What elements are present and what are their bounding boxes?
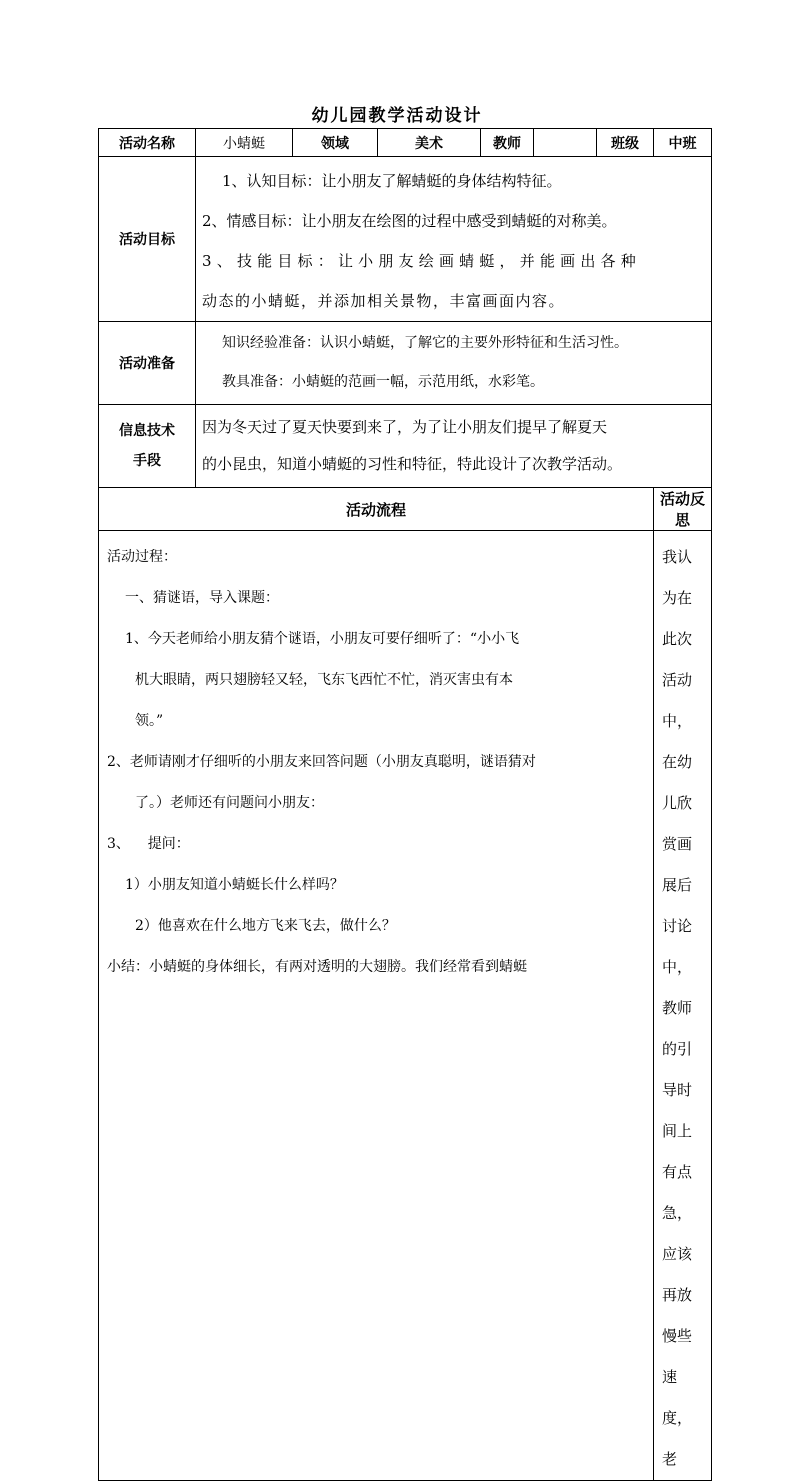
reflection-line: 此次活动 xyxy=(662,630,693,689)
page-title: 幼儿园教学活动设计 xyxy=(311,106,483,126)
reflection-header: 活动反思 xyxy=(654,488,712,531)
info-label-line: 信息技术 xyxy=(119,423,175,439)
info-line: 的小昆虫，知道小蜻蜓的习性和特征，特此设计了次教学活动。 xyxy=(202,455,623,473)
prep-row xyxy=(99,322,712,405)
reflection-line: 间上有点 xyxy=(662,1122,693,1181)
reflection-line: 中，在幼 xyxy=(662,712,693,771)
goal-line: 2、情感目标：让小朋友在绘图的过程中感受到蜻蜓的对称美。 xyxy=(202,212,617,230)
reflection-line: 急，应该 xyxy=(662,1204,693,1263)
prep-line: 知识经验准备：认识小蜻蜓，了解它的主要外形特征和生活习性。 xyxy=(222,335,628,351)
info-content xyxy=(196,405,712,488)
flow-line: 1、今天老师给小朋友猜个谜语，小朋友可要仔细听了：“小小飞 xyxy=(125,631,520,647)
info-label-line: 手段 xyxy=(133,453,161,469)
reflection-line: 中，教师 xyxy=(662,958,693,1017)
flow-line: 小结：小蜻蜓的身体细长，有两对透明的大翅膀。我们经常看到蜻蜓 xyxy=(107,959,527,975)
goals-content xyxy=(196,157,712,322)
goal-line: 动态的小蜻蜓，并添加相关景物，丰富画面内容。 xyxy=(202,292,566,310)
info-row xyxy=(99,405,712,488)
prep-content xyxy=(196,322,712,405)
teacher-value xyxy=(534,129,597,157)
reflection-content xyxy=(654,531,712,1481)
flow-header: 活动流程 xyxy=(99,488,654,531)
flow-line: 机大眼睛，两只翅膀轻又轻，飞东飞西忙不忙，消灭害虫有本 xyxy=(135,672,513,688)
activity-name-label: 活动名称 xyxy=(99,129,196,157)
goals-label: 活动目标 xyxy=(99,157,196,322)
class-label: 班级 xyxy=(597,129,654,157)
flow-line: 3、 提问： xyxy=(107,836,190,852)
reflection-line: 儿欣赏画 xyxy=(662,794,693,853)
flow-line: 了。）老师还有问题问小朋友： xyxy=(135,795,324,811)
header-row xyxy=(99,129,712,157)
flow-line: 1）小朋友知道小蜻蜓长什么样吗？ xyxy=(125,877,344,893)
flow-header-row xyxy=(99,488,712,531)
info-line: 因为冬天过了夏天快要到来了，为了让小朋友们提早了解夏天 xyxy=(202,418,608,436)
goal-line: 1、认知目标：让小朋友了解蜻蜓的身体结构特征。 xyxy=(222,172,562,190)
flow-body-row xyxy=(99,531,712,1481)
goals-row xyxy=(99,157,712,322)
flow-content xyxy=(99,531,654,1481)
prep-line: 教具准备：小蜻蜓的范画一幅，示范用纸，水彩笔。 xyxy=(222,374,544,390)
flow-line: 领。” xyxy=(135,713,164,729)
class-value: 中班 xyxy=(654,129,712,157)
flow-line: 活动过程： xyxy=(107,549,177,565)
teacher-label: 教师 xyxy=(481,129,534,157)
domain-label: 领域 xyxy=(293,129,378,157)
reflection-line: 的引导时 xyxy=(662,1040,693,1099)
flow-line: 一、猜谜语，导入课题： xyxy=(125,590,279,606)
domain-value: 美术 xyxy=(378,129,481,157)
reflection-line: 速度，老 xyxy=(662,1368,693,1468)
goal-line: 3、技能目标：让小朋友绘画蜻蜓，并能画出各种 xyxy=(202,252,641,270)
flow-line: 2）他喜欢在什么地方飞来飞去，做什么？ xyxy=(135,918,396,934)
lesson-plan-table xyxy=(98,128,712,1481)
info-label xyxy=(99,405,196,488)
activity-name-value: 小蜻蜓 xyxy=(196,129,293,157)
reflection-line: 再放慢些 xyxy=(662,1286,693,1345)
reflection-line: 展后讨论 xyxy=(662,876,693,935)
reflection-line: 我认为在 xyxy=(662,548,693,607)
flow-line: 2、老师请刚才仔细听的小朋友来回答问题（小朋友真聪明，谜语猜对 xyxy=(107,754,536,770)
prep-label: 活动准备 xyxy=(99,322,196,405)
